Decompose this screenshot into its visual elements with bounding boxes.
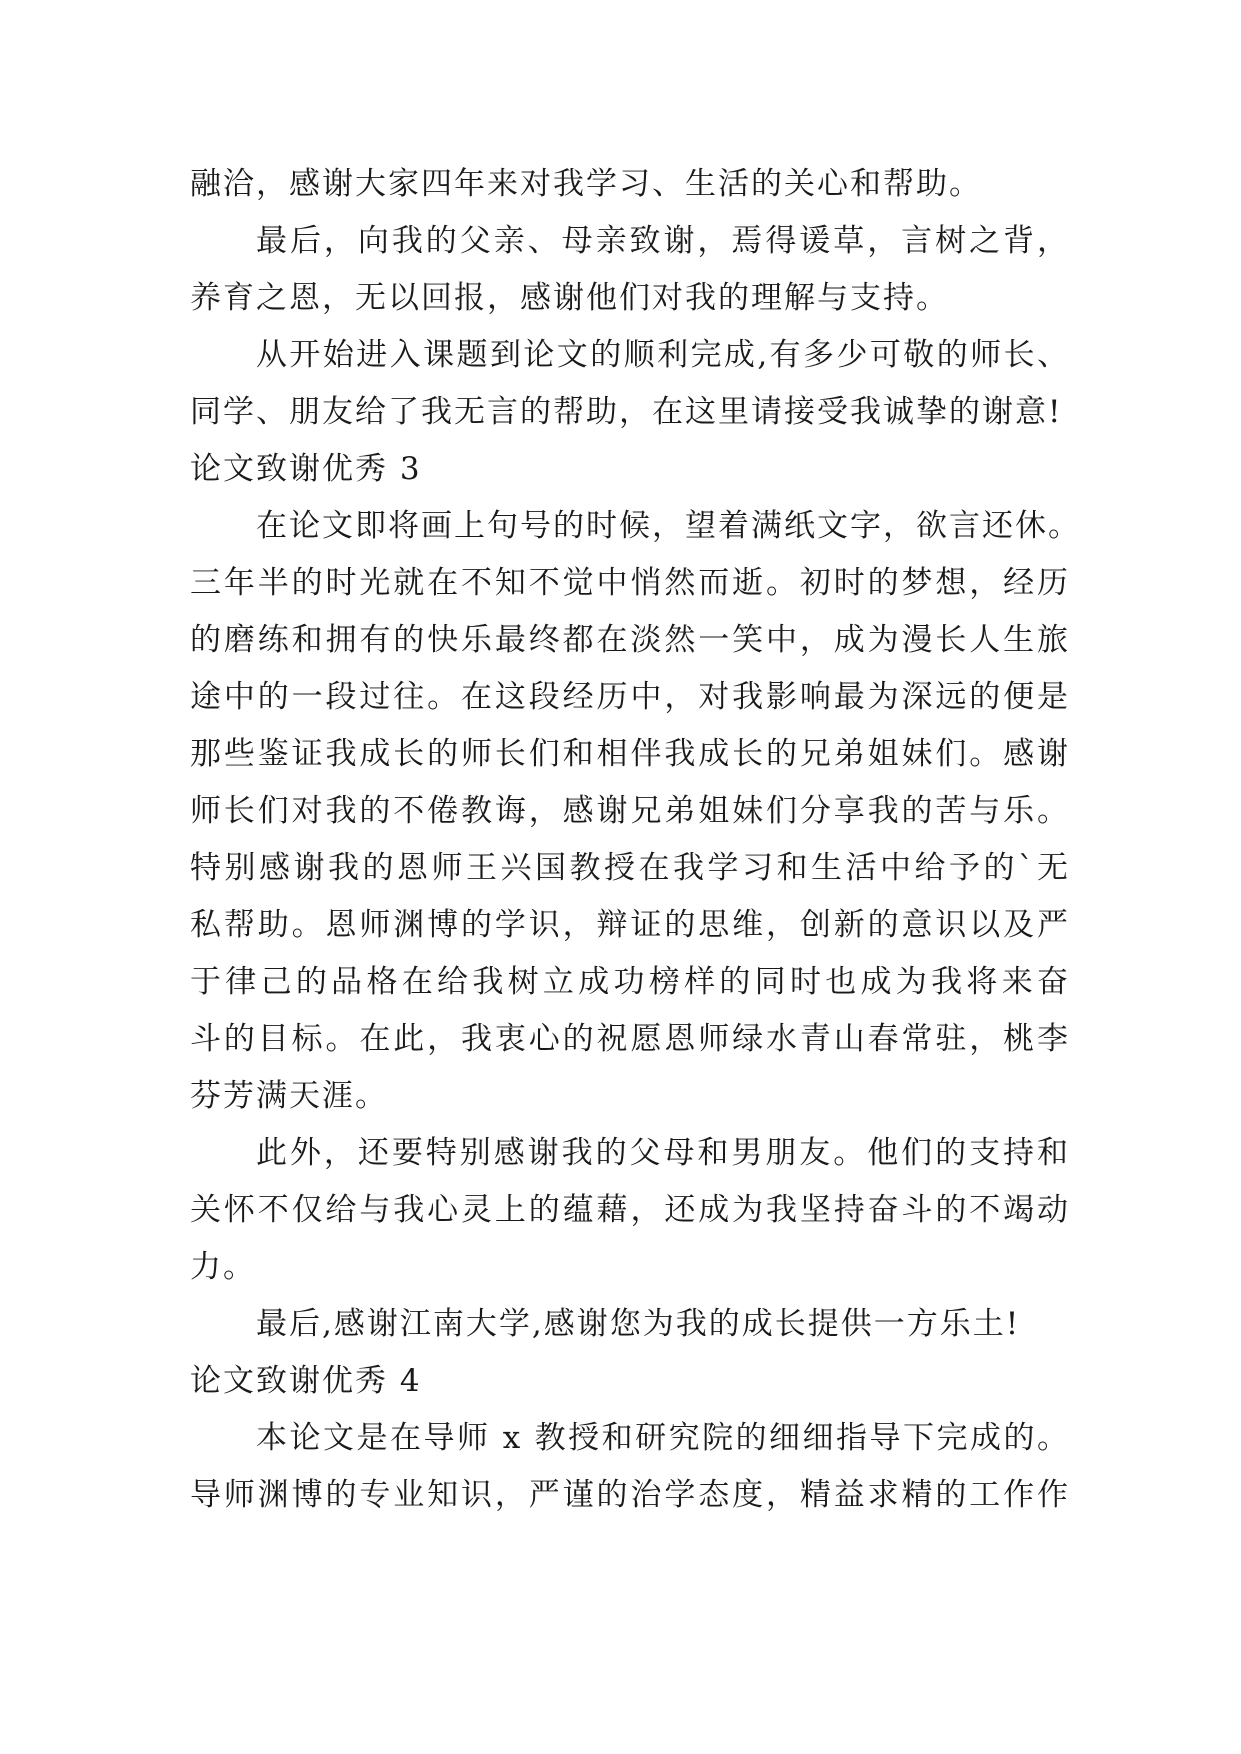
text-line: 导师渊博的专业知识，严谨的治学态度，精益求精的工作作 bbox=[190, 1477, 1070, 1513]
text-line: 此外，还要特别感谢我的父母和男朋友。他们的支持和 bbox=[256, 1135, 1070, 1171]
text-line: 本论文是在导师 x 教授和研究院的细细指导下完成的。 bbox=[256, 1420, 1070, 1456]
section-heading: 论文致谢优秀 4 bbox=[190, 1363, 422, 1399]
text-line: 的磨练和拥有的快乐最终都在淡然一笑中，成为漫长人生旅 bbox=[190, 622, 1070, 658]
text-line: 师长们对我的不倦教诲，感谢兄弟姐妹们分享我的苦与乐。 bbox=[190, 793, 1070, 829]
text-line: 途中的一段过往。在这段经历中，对我影响最为深远的便是 bbox=[190, 679, 1070, 715]
document-body bbox=[190, 156, 1081, 1524]
section-heading: 论文致谢优秀 3 bbox=[190, 451, 422, 487]
text-line: 融洽，感谢大家四年来对我学习、生活的关心和帮助。 bbox=[190, 166, 982, 202]
text-line: 三年半的时光就在不知不觉中悄然而逝。初时的梦想，经历 bbox=[190, 565, 1070, 601]
text-line: 最后,感谢江南大学,感谢您为我的成长提供一方乐土! bbox=[256, 1306, 1021, 1342]
text-line: 最后，向我的父亲、母亲致谢，焉得谖草，言树之背， bbox=[256, 223, 1070, 259]
text-line: 于律己的品格在给我树立成功榜样的同时也成为我将来奋 bbox=[190, 964, 1070, 1000]
text-line: 同学、朋友给了我无言的帮助，在这里请接受我诚挚的谢意! bbox=[190, 394, 1063, 430]
text-line: 芬芳满天涯。 bbox=[190, 1078, 388, 1114]
text-line: 那些鉴证我成长的师长们和相伴我成长的兄弟姐妹们。感谢 bbox=[190, 736, 1070, 772]
text-line: 在论文即将画上句号的时候，望着满纸文字，欲言还休。 bbox=[256, 508, 1081, 544]
text-line: 从开始进入课题到论文的顺利完成,有多少可敬的师长、 bbox=[256, 337, 1070, 373]
text-line: 斗的目标。在此，我衷心的祝愿恩师绿水青山春常驻，桃李 bbox=[190, 1021, 1070, 1057]
text-line: 私帮助。恩师渊博的学识，辩证的思维，创新的意识以及严 bbox=[190, 907, 1070, 943]
text-line: 力。 bbox=[190, 1249, 256, 1285]
text-line: 关怀不仅给与我心灵上的蕴藉，还成为我坚持奋斗的不竭动 bbox=[190, 1192, 1070, 1228]
text-line: 养育之恩，无以回报，感谢他们对我的理解与支持。 bbox=[190, 280, 949, 316]
text-line: 特别感谢我的恩师王兴国教授在我学习和生活中给予的`无 bbox=[190, 850, 1070, 886]
